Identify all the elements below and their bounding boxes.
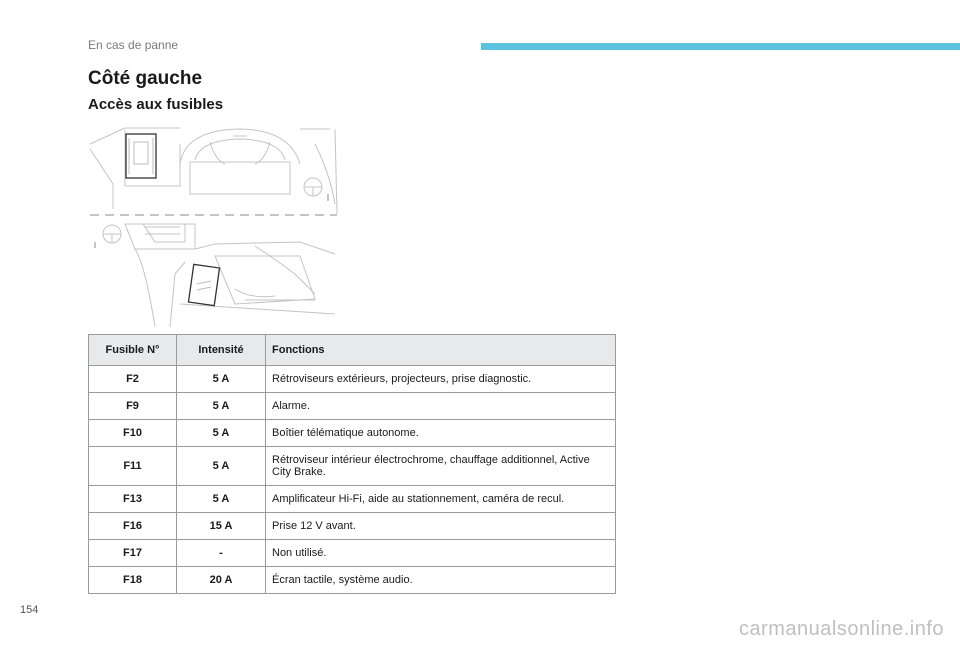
fuse-number: F11 [89, 447, 177, 486]
table-row [89, 366, 616, 393]
table-row [89, 420, 616, 447]
fuse-number: F17 [89, 540, 177, 567]
fuse-function: Alarme. [266, 393, 616, 420]
section-subtitle: Accès aux fusibles [88, 96, 224, 113]
fuse-amperage: 5 A [177, 420, 266, 447]
section-label: En cas de panne [88, 38, 179, 52]
table-header-row [89, 335, 616, 366]
table-row [89, 540, 616, 567]
column-header-amperage: Intensité [177, 335, 266, 366]
watermark: carmanualsonline.info [738, 618, 944, 640]
table-row [89, 486, 616, 513]
column-header-functions: Fonctions [266, 335, 616, 366]
page-title: Côté gauche [88, 68, 203, 89]
fuse-function: Rétroviseur intérieur électrochrome, chauffage additionnel, Active City Brake. [266, 447, 616, 486]
fuse-amperage: - [177, 540, 266, 567]
fuse-amperage: 20 A [177, 567, 266, 594]
fuse-function: Amplificateur Hi-Fi, aide au stationnement, caméra de recul. [266, 486, 616, 513]
header-accent-bar [481, 43, 960, 50]
fuse-number: F9 [89, 393, 177, 420]
table-row [89, 393, 616, 420]
fuse-function: Écran tactile, système audio. [266, 567, 616, 594]
fuse-amperage: 5 A [177, 393, 266, 420]
table-row [89, 567, 616, 594]
fuse-number: F2 [89, 366, 177, 393]
fuse-function: Boîtier télématique autonome. [266, 420, 616, 447]
fuse-amperage: 5 A [177, 447, 266, 486]
fuse-function: Prise 12 V avant. [266, 513, 616, 540]
fuse-amperage: 5 A [177, 486, 266, 513]
column-header-fuse: Fusible N° [89, 335, 177, 366]
table-row [89, 513, 616, 540]
fuse-function: Rétroviseurs extérieurs, projecteurs, prise diagnostic. [266, 366, 616, 393]
table-row [89, 447, 616, 486]
page-number: 154 [20, 604, 39, 616]
fuse-amperage: 5 A [177, 366, 266, 393]
fuse-amperage: 15 A [177, 513, 266, 540]
fuse-number: F18 [89, 567, 177, 594]
fuse-table [88, 334, 616, 594]
fuse-number: F16 [89, 513, 177, 540]
fuse-function: Non utilisé. [266, 540, 616, 567]
fuse-number: F13 [89, 486, 177, 513]
fuse-number: F10 [89, 420, 177, 447]
fuse-box-illustration [85, 124, 341, 327]
